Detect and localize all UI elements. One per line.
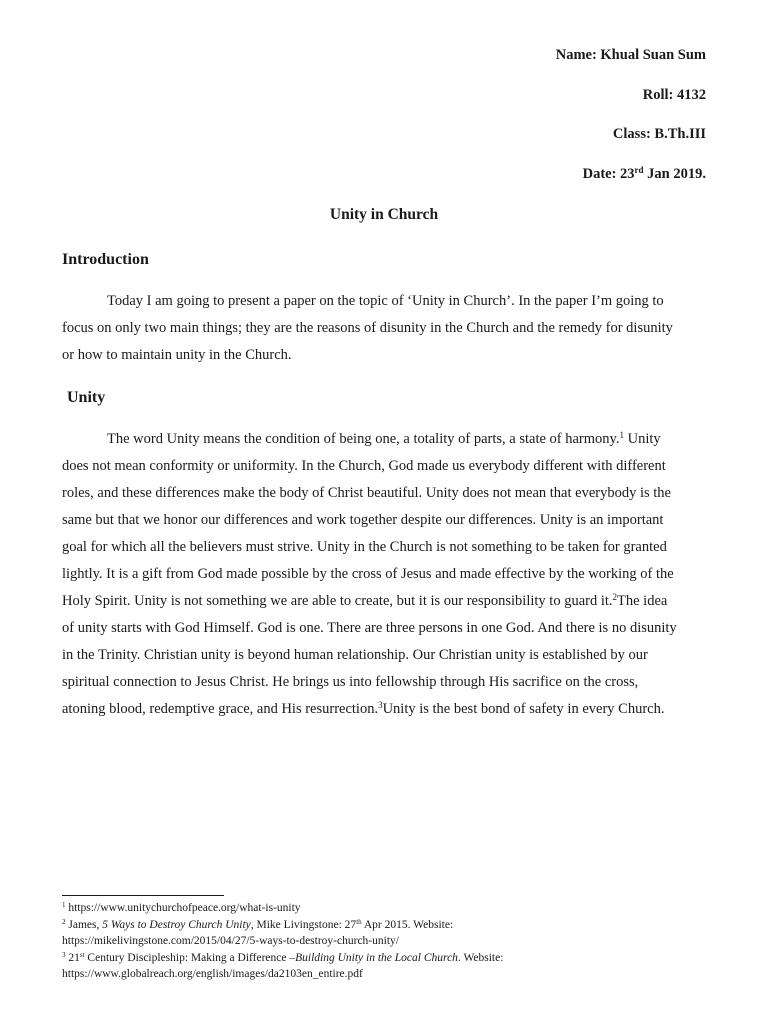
unity-line <box>62 588 712 615</box>
unity-text: The idea <box>617 593 668 609</box>
unity-line: in the Trinity. Christian unity is beyond human relationship. Our Christian unity is established by our <box>62 647 648 663</box>
date-ordinal: rd <box>634 165 644 175</box>
footnote-ordinal: st <box>79 950 85 959</box>
intro-line: focus on only two main things; they are the reasons of disunity in the Church and the remedy for disunity <box>62 320 673 336</box>
footnote-ref-2[interactable]: 2 <box>612 592 618 602</box>
unity-line <box>62 696 712 723</box>
unity-line: spiritual connection to Jesus Christ. He brings us into fellowship through His sacrifice on the cross, <box>62 674 639 690</box>
unity-line <box>62 426 712 453</box>
footnote-ref-1[interactable]: 1 <box>619 430 624 440</box>
roll-number: Roll: 4132 <box>642 87 706 103</box>
footnote-text: 21 <box>65 951 80 964</box>
footnote-1 <box>62 900 712 917</box>
footnote-number: 3 <box>62 950 66 959</box>
unity-text: The word Unity means the condition of being one, a totality of parts, a state of harmony. <box>107 431 620 447</box>
author-name: Name: Khual Suan Sum <box>555 47 706 63</box>
footnote-number: 1 <box>62 901 66 909</box>
footnote-text: James, <box>65 918 103 931</box>
footnote-text: , Mike Livingstone: 27 <box>250 918 357 931</box>
intro-line: or how to maintain unity in the Church. <box>62 347 292 363</box>
footnote-title: 5 Ways to Destroy Church Unity <box>102 918 251 931</box>
footnote-2 <box>62 917 712 934</box>
footnote-3-url[interactable]: https://www.globalreach.org/english/images/da2103en_entire.pdf <box>62 968 363 980</box>
footnote-separator <box>62 895 224 896</box>
unity-text: atoning blood, redemptive grace, and His resurrection. <box>62 701 379 717</box>
page-title: Unity in Church <box>329 206 439 223</box>
footnote-2-url[interactable]: https://mikelivingstone.com/2015/04/27/5-ways-to-destroy-church-unity/ <box>62 935 399 947</box>
footnote-link[interactable]: https://www.unitychurchofpeace.org/what-is-unity <box>65 902 301 914</box>
date-suffix: Jan 2019. <box>643 166 706 182</box>
footnote-3 <box>62 950 712 967</box>
unity-line: does not mean conformity or uniformity. In the Church, God made us everybody different with different <box>62 458 666 474</box>
footnote-ordinal: th <box>356 917 362 926</box>
unity-line: goal for which all the believers must strive. Unity in the Church is not something to be taken for granted <box>62 539 667 555</box>
footnote-text: . Website: <box>457 951 504 964</box>
unity-line: roles, and these differences make the body of Christ beautiful. Unity does not mean that everybody is the <box>62 485 671 501</box>
unity-text: Holy Spirit. Unity is not something we are able to create, but it is our responsibility to guard it. <box>62 593 613 609</box>
footnotes <box>62 900 712 983</box>
class-info: Class: B.Th.III <box>612 126 706 142</box>
unity-line: same but that we honor our differences and work together despite our differences. Unity is an important <box>62 512 664 528</box>
footnote-ref-3[interactable]: 3 <box>378 700 383 710</box>
intro-line: Today I am going to present a paper on the topic of ‘Unity in Church’. In the paper I’m going to <box>107 293 664 309</box>
introduction-heading: Introduction <box>62 251 149 268</box>
date-prefix: Date: 23 <box>582 166 635 182</box>
date <box>583 166 706 183</box>
introduction-paragraph <box>62 288 712 369</box>
footnote-text: Century Discipleship: Making a Difference – <box>84 951 296 964</box>
footnote-title: Building Unity in the Local Church <box>295 951 458 964</box>
unity-text: Unity is the best bond of safety in every Church. <box>382 701 665 717</box>
unity-heading: Unity <box>67 389 106 406</box>
unity-paragraph <box>62 426 712 723</box>
footnote-text: Apr 2015. Website: <box>361 918 454 931</box>
unity-line: lightly. It is a gift from God made possible by the cross of Jesus and made effective by the working of the <box>62 566 674 582</box>
unity-text: Unity <box>623 431 661 447</box>
unity-line: of unity starts with God Himself. God is one. There are three persons in one God. And there is no disunity <box>62 620 677 636</box>
footnote-number: 2 <box>62 917 66 926</box>
